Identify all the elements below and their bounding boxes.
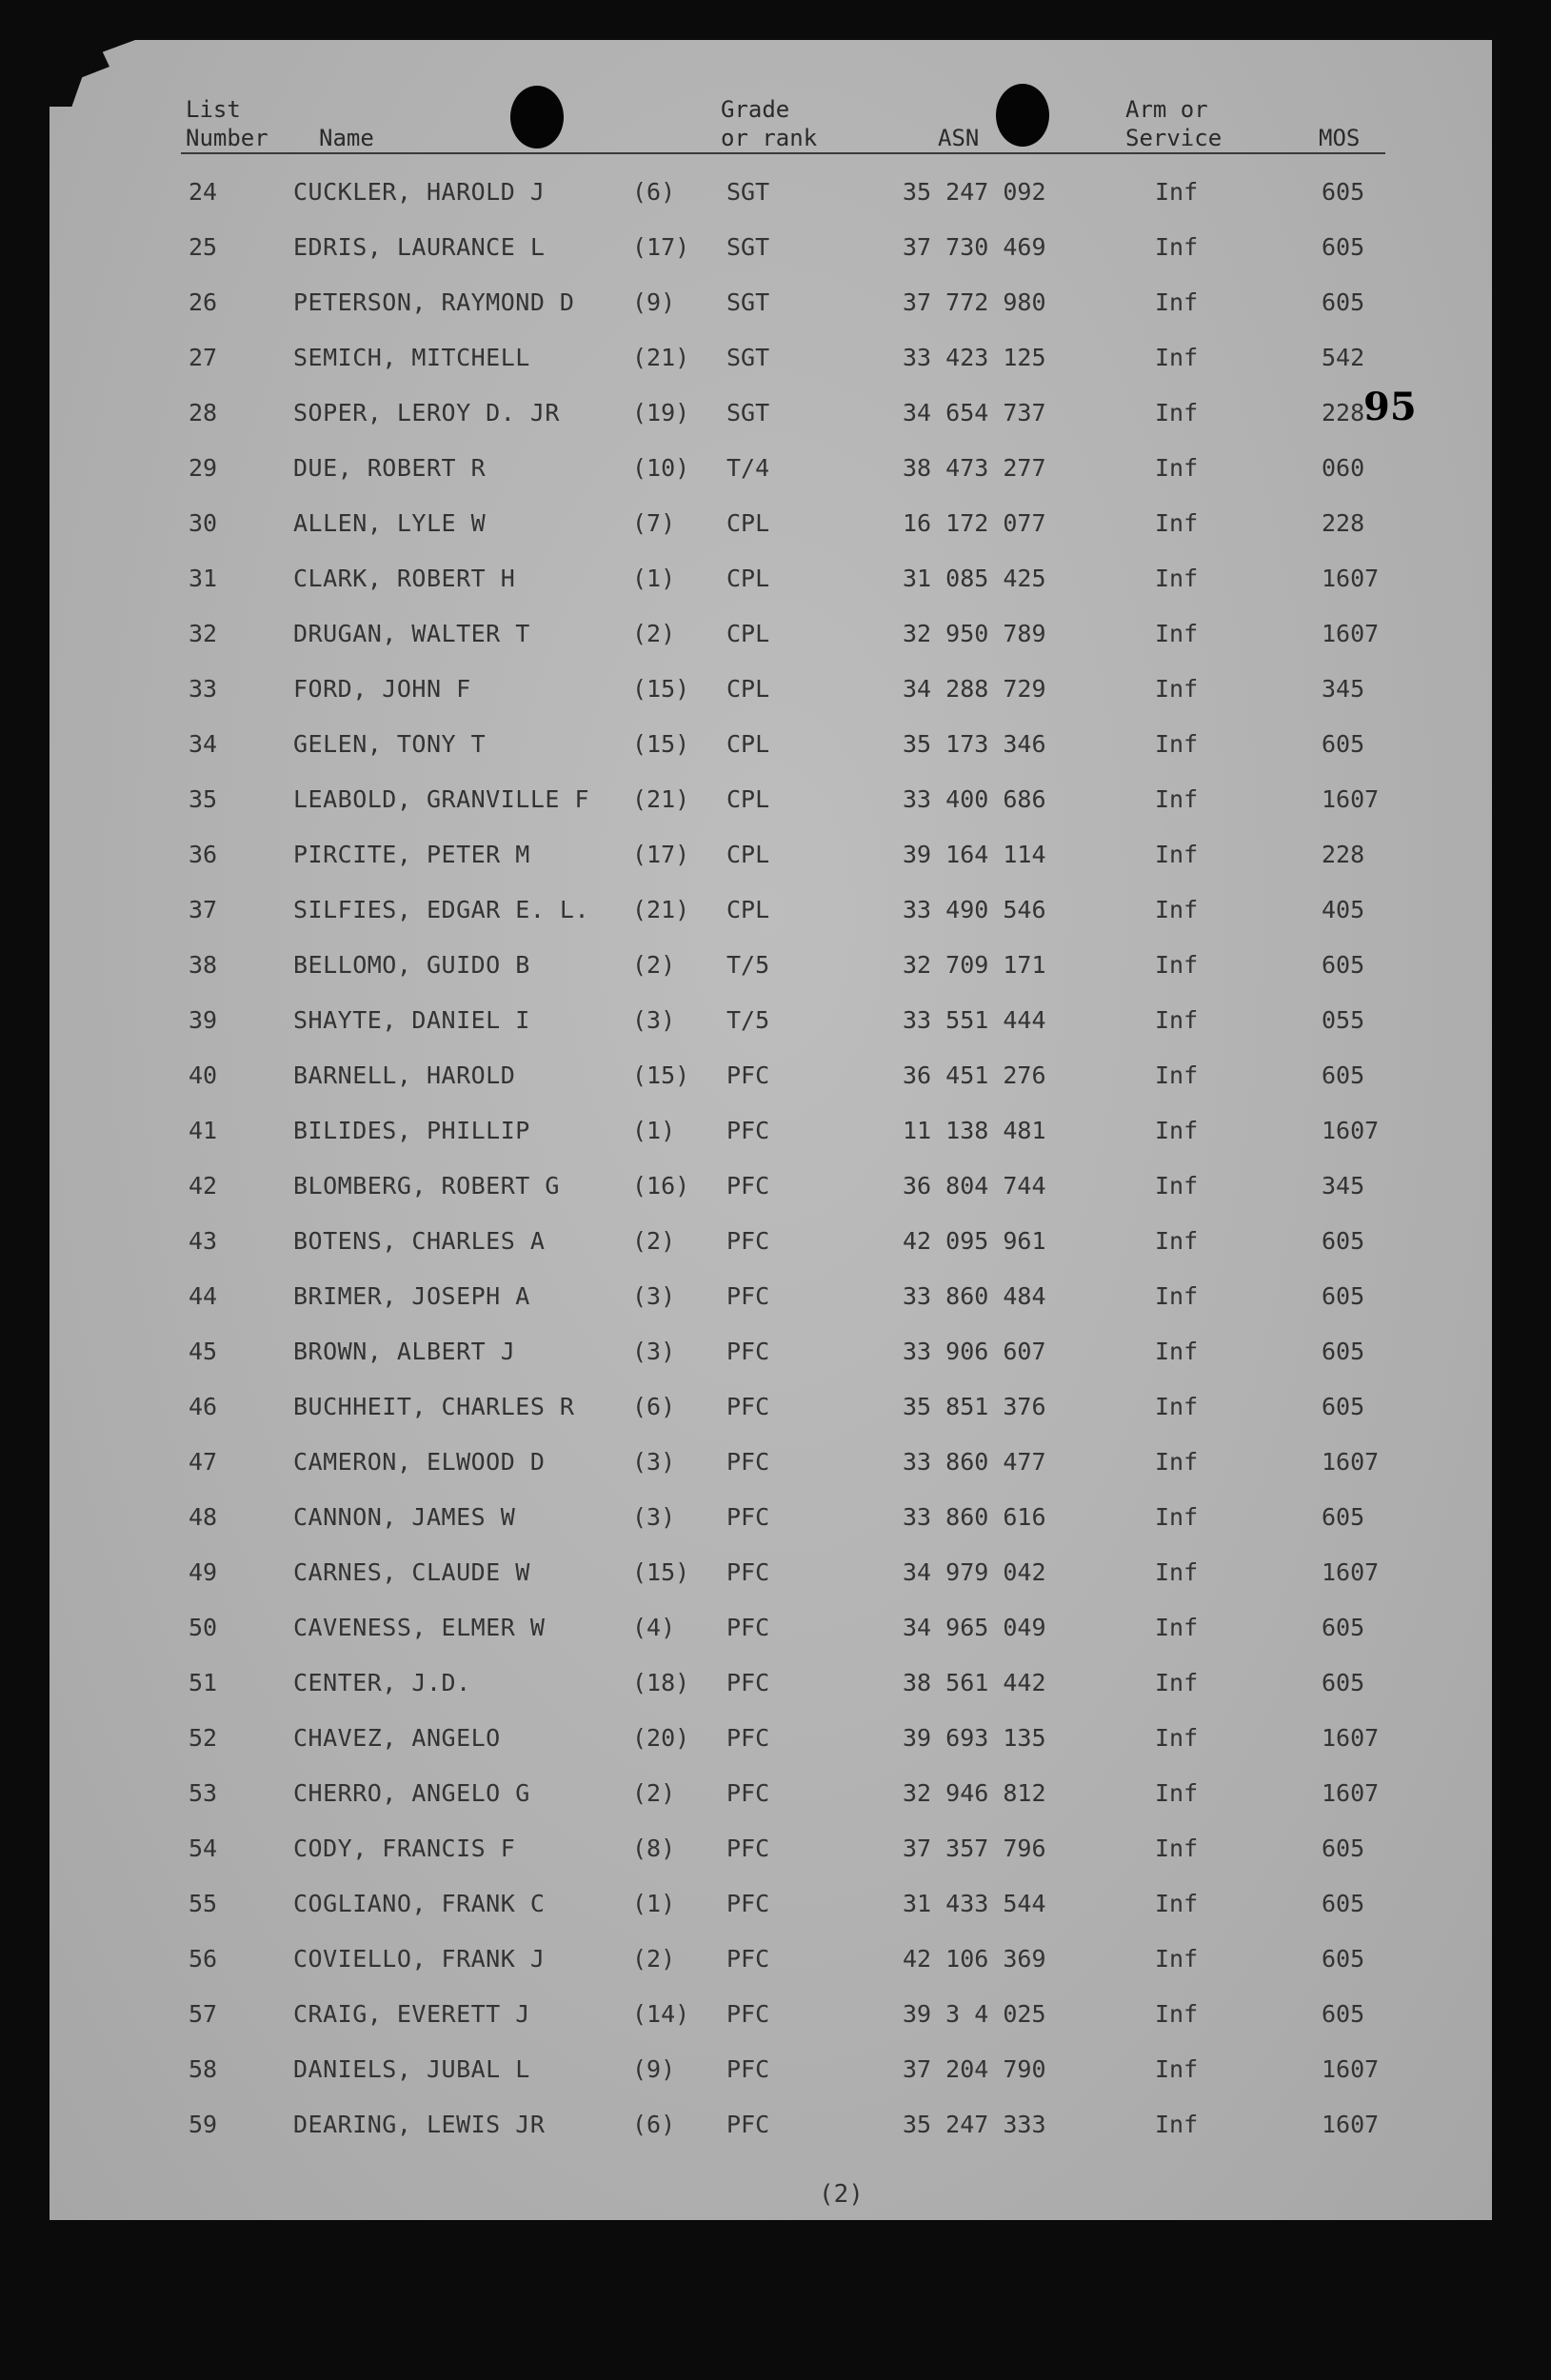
table-row bbox=[0, 173, 1551, 211]
header-asn: ASN bbox=[938, 125, 980, 151]
mos: 1607 bbox=[1322, 785, 1380, 813]
mos: 345 bbox=[1322, 675, 1365, 703]
list-number: 32 bbox=[189, 620, 218, 647]
asn: 32 946 812 bbox=[903, 1779, 1046, 1807]
list-number: 42 bbox=[189, 1172, 218, 1200]
header-list-number: List Number bbox=[186, 96, 268, 151]
list-number: 35 bbox=[189, 785, 218, 813]
list-number: 30 bbox=[189, 509, 218, 537]
arm-service: Inf bbox=[1155, 1558, 1199, 1586]
group-code: (10) bbox=[632, 454, 690, 482]
asn: 33 906 607 bbox=[903, 1338, 1046, 1365]
mos: 1607 bbox=[1322, 1448, 1380, 1476]
header-mos: MOS bbox=[1319, 125, 1361, 151]
arm-service: Inf bbox=[1155, 1006, 1199, 1034]
list-number: 48 bbox=[189, 1503, 218, 1531]
table-row bbox=[0, 1222, 1551, 1260]
asn: 36 451 276 bbox=[903, 1061, 1046, 1089]
table-row bbox=[0, 946, 1551, 984]
mos: 1607 bbox=[1322, 1117, 1380, 1144]
grade-rank: PFC bbox=[726, 1779, 770, 1807]
mos: 605 bbox=[1322, 1835, 1365, 1862]
soldier-name: BOTENS, CHARLES A bbox=[293, 1227, 546, 1255]
table-row bbox=[0, 1609, 1551, 1647]
list-number: 27 bbox=[189, 344, 218, 371]
asn: 39 164 114 bbox=[903, 841, 1046, 868]
list-number: 51 bbox=[189, 1669, 218, 1696]
list-number: 26 bbox=[189, 288, 218, 316]
list-number: 44 bbox=[189, 1282, 218, 1310]
group-code: (4) bbox=[632, 1614, 676, 1641]
group-code: (16) bbox=[632, 1172, 690, 1200]
mos: 1607 bbox=[1322, 1779, 1380, 1807]
table-row bbox=[0, 891, 1551, 929]
table-row bbox=[0, 1278, 1551, 1316]
arm-service: Inf bbox=[1155, 896, 1199, 923]
grade-rank: PFC bbox=[726, 2055, 770, 2083]
list-number: 41 bbox=[189, 1117, 218, 1144]
punch-hole-left bbox=[510, 86, 564, 149]
soldier-name: DEARING, LEWIS JR bbox=[293, 2111, 546, 2138]
arm-service: Inf bbox=[1155, 288, 1199, 316]
grade-rank: PFC bbox=[726, 1227, 770, 1255]
list-number: 43 bbox=[189, 1227, 218, 1255]
list-number: 34 bbox=[189, 730, 218, 758]
mos: 605 bbox=[1322, 1503, 1365, 1531]
table-row bbox=[0, 1940, 1551, 1978]
grade-rank: T/5 bbox=[726, 1006, 770, 1034]
grade-rank: CPL bbox=[726, 509, 770, 537]
soldier-name: DRUGAN, WALTER T bbox=[293, 620, 530, 647]
arm-service: Inf bbox=[1155, 1061, 1199, 1089]
group-code: (2) bbox=[632, 1945, 676, 1973]
header-arm-service: Arm or Service bbox=[1125, 96, 1223, 151]
list-number: 37 bbox=[189, 896, 218, 923]
table-row bbox=[0, 1554, 1551, 1592]
asn: 34 979 042 bbox=[903, 1558, 1046, 1586]
asn: 34 288 729 bbox=[903, 675, 1046, 703]
list-number: 58 bbox=[189, 2055, 218, 2083]
arm-service: Inf bbox=[1155, 1282, 1199, 1310]
soldier-name: GELEN, TONY T bbox=[293, 730, 487, 758]
soldier-name: FORD, JOHN F bbox=[293, 675, 471, 703]
group-code: (9) bbox=[632, 288, 676, 316]
grade-rank: PFC bbox=[726, 1890, 770, 1917]
table-row bbox=[0, 1885, 1551, 1923]
mos: 1607 bbox=[1322, 2055, 1380, 2083]
group-code: (3) bbox=[632, 1448, 676, 1476]
group-code: (14) bbox=[632, 2000, 690, 2028]
list-number: 57 bbox=[189, 2000, 218, 2028]
grade-rank: PFC bbox=[726, 1503, 770, 1531]
grade-rank: CPL bbox=[726, 841, 770, 868]
page-number: (2) bbox=[819, 2180, 864, 2209]
table-row bbox=[0, 1167, 1551, 1205]
arm-service: Inf bbox=[1155, 1503, 1199, 1531]
group-code: (17) bbox=[632, 841, 690, 868]
soldier-name: COGLIANO, FRANK C bbox=[293, 1890, 546, 1917]
arm-service: Inf bbox=[1155, 1393, 1199, 1420]
group-code: (7) bbox=[632, 509, 676, 537]
soldier-name: ALLEN, LYLE W bbox=[293, 509, 487, 537]
mos: 1607 bbox=[1322, 1558, 1380, 1586]
arm-service: Inf bbox=[1155, 399, 1199, 426]
table-row bbox=[0, 1830, 1551, 1868]
asn: 35 247 092 bbox=[903, 178, 1046, 206]
asn: 35 851 376 bbox=[903, 1393, 1046, 1420]
list-number: 50 bbox=[189, 1614, 218, 1641]
asn: 35 173 346 bbox=[903, 730, 1046, 758]
table-row bbox=[0, 1002, 1551, 1040]
grade-rank: PFC bbox=[726, 1614, 770, 1641]
grade-rank: PFC bbox=[726, 1061, 770, 1089]
table-row bbox=[0, 2051, 1551, 2089]
mos: 605 bbox=[1322, 1227, 1365, 1255]
asn: 32 950 789 bbox=[903, 620, 1046, 647]
grade-rank: SGT bbox=[726, 233, 770, 261]
asn: 33 860 616 bbox=[903, 1503, 1046, 1531]
mos: 1607 bbox=[1322, 620, 1380, 647]
grade-rank: CPL bbox=[726, 730, 770, 758]
arm-service: Inf bbox=[1155, 565, 1199, 592]
group-code: (2) bbox=[632, 951, 676, 979]
table-row bbox=[0, 1995, 1551, 2033]
group-code: (21) bbox=[632, 344, 690, 371]
asn: 11 138 481 bbox=[903, 1117, 1046, 1144]
list-number: 47 bbox=[189, 1448, 218, 1476]
grade-rank: PFC bbox=[726, 2111, 770, 2138]
grade-rank: CPL bbox=[726, 565, 770, 592]
soldier-name: SILFIES, EDGAR E. L. bbox=[293, 896, 590, 923]
asn: 16 172 077 bbox=[903, 509, 1046, 537]
soldier-name: SHAYTE, DANIEL I bbox=[293, 1006, 530, 1034]
table-row bbox=[0, 725, 1551, 764]
mos: 060 bbox=[1322, 454, 1365, 482]
table-row bbox=[0, 2106, 1551, 2144]
list-number: 49 bbox=[189, 1558, 218, 1586]
arm-service: Inf bbox=[1155, 785, 1199, 813]
grade-rank: PFC bbox=[726, 1724, 770, 1752]
arm-service: Inf bbox=[1155, 233, 1199, 261]
arm-service: Inf bbox=[1155, 1890, 1199, 1917]
soldier-name: CUCKLER, HAROLD J bbox=[293, 178, 546, 206]
arm-service: Inf bbox=[1155, 454, 1199, 482]
asn: 32 709 171 bbox=[903, 951, 1046, 979]
arm-service: Inf bbox=[1155, 951, 1199, 979]
list-number: 28 bbox=[189, 399, 218, 426]
list-number: 46 bbox=[189, 1393, 218, 1420]
grade-rank: PFC bbox=[726, 1558, 770, 1586]
mos: 228 bbox=[1322, 399, 1365, 426]
asn: 37 357 796 bbox=[903, 1835, 1046, 1862]
group-code: (2) bbox=[632, 620, 676, 647]
mos: 605 bbox=[1322, 1945, 1365, 1973]
asn: 38 473 277 bbox=[903, 454, 1046, 482]
asn: 33 860 484 bbox=[903, 1282, 1046, 1310]
arm-service: Inf bbox=[1155, 1614, 1199, 1641]
grade-rank: SGT bbox=[726, 288, 770, 316]
group-code: (20) bbox=[632, 1724, 690, 1752]
soldier-name: BUCHHEIT, CHARLES R bbox=[293, 1393, 575, 1420]
soldier-name: CODY, FRANCIS F bbox=[293, 1835, 516, 1862]
list-number: 54 bbox=[189, 1835, 218, 1862]
group-code: (1) bbox=[632, 1890, 676, 1917]
asn: 33 860 477 bbox=[903, 1448, 1046, 1476]
table-row bbox=[0, 449, 1551, 487]
grade-rank: PFC bbox=[726, 1835, 770, 1862]
arm-service: Inf bbox=[1155, 1779, 1199, 1807]
soldier-name: CRAIG, EVERETT J bbox=[293, 2000, 530, 2028]
soldier-name: BROWN, ALBERT J bbox=[293, 1338, 516, 1365]
list-number: 38 bbox=[189, 951, 218, 979]
grade-rank: PFC bbox=[726, 1338, 770, 1365]
table-row bbox=[0, 505, 1551, 543]
arm-service: Inf bbox=[1155, 509, 1199, 537]
grade-rank: PFC bbox=[726, 1393, 770, 1420]
arm-service: Inf bbox=[1155, 1172, 1199, 1200]
soldier-name: SEMICH, MITCHELL bbox=[293, 344, 530, 371]
grade-rank: T/4 bbox=[726, 454, 770, 482]
list-number: 24 bbox=[189, 178, 218, 206]
grade-rank: PFC bbox=[726, 1172, 770, 1200]
grade-rank: CPL bbox=[726, 675, 770, 703]
soldier-name: CARNES, CLAUDE W bbox=[293, 1558, 530, 1586]
arm-service: Inf bbox=[1155, 1448, 1199, 1476]
soldier-name: SOPER, LEROY D. JR bbox=[293, 399, 560, 426]
grade-rank: CPL bbox=[726, 896, 770, 923]
list-number: 39 bbox=[189, 1006, 218, 1034]
table-row bbox=[0, 228, 1551, 267]
list-number: 59 bbox=[189, 2111, 218, 2138]
arm-service: Inf bbox=[1155, 2000, 1199, 2028]
arm-service: Inf bbox=[1155, 841, 1199, 868]
group-code: (21) bbox=[632, 896, 690, 923]
group-code: (2) bbox=[632, 1227, 676, 1255]
grade-rank: SGT bbox=[726, 178, 770, 206]
asn: 42 106 369 bbox=[903, 1945, 1046, 1973]
table-row bbox=[0, 1719, 1551, 1757]
grade-rank: PFC bbox=[726, 1669, 770, 1696]
list-number: 52 bbox=[189, 1724, 218, 1752]
soldier-name: COVIELLO, FRANK J bbox=[293, 1945, 546, 1973]
group-code: (1) bbox=[632, 1117, 676, 1144]
group-code: (3) bbox=[632, 1503, 676, 1531]
list-number: 55 bbox=[189, 1890, 218, 1917]
asn: 35 247 333 bbox=[903, 2111, 1046, 2138]
group-code: (3) bbox=[632, 1338, 676, 1365]
arm-service: Inf bbox=[1155, 1724, 1199, 1752]
mos: 228 bbox=[1322, 841, 1365, 868]
arm-service: Inf bbox=[1155, 1835, 1199, 1862]
asn: 37 730 469 bbox=[903, 233, 1046, 261]
arm-service: Inf bbox=[1155, 730, 1199, 758]
soldier-name: CANNON, JAMES W bbox=[293, 1503, 516, 1531]
mos: 345 bbox=[1322, 1172, 1365, 1200]
grade-rank: SGT bbox=[726, 344, 770, 371]
table-row bbox=[0, 394, 1551, 432]
table-row bbox=[0, 560, 1551, 598]
arm-service: Inf bbox=[1155, 2055, 1199, 2083]
grade-rank: SGT bbox=[726, 399, 770, 426]
mos: 605 bbox=[1322, 178, 1365, 206]
soldier-name: CAVENESS, ELMER W bbox=[293, 1614, 546, 1641]
table-row bbox=[0, 1057, 1551, 1095]
group-code: (15) bbox=[632, 1061, 690, 1089]
table-row bbox=[0, 615, 1551, 653]
asn: 39 3 4 025 bbox=[903, 2000, 1046, 2028]
group-code: (2) bbox=[632, 1779, 676, 1807]
header-rule bbox=[181, 152, 1385, 154]
mos: 405 bbox=[1322, 896, 1365, 923]
table-row bbox=[0, 1664, 1551, 1702]
table-row bbox=[0, 1443, 1551, 1481]
asn: 36 804 744 bbox=[903, 1172, 1046, 1200]
arm-service: Inf bbox=[1155, 1117, 1199, 1144]
group-code: (3) bbox=[632, 1282, 676, 1310]
arm-service: Inf bbox=[1155, 620, 1199, 647]
group-code: (9) bbox=[632, 2055, 676, 2083]
list-number: 33 bbox=[189, 675, 218, 703]
arm-service: Inf bbox=[1155, 344, 1199, 371]
table-row bbox=[0, 1388, 1551, 1426]
table-row bbox=[0, 670, 1551, 708]
arm-service: Inf bbox=[1155, 178, 1199, 206]
list-number: 29 bbox=[189, 454, 218, 482]
mos: 605 bbox=[1322, 1614, 1365, 1641]
table-row bbox=[0, 339, 1551, 377]
arm-service: Inf bbox=[1155, 1227, 1199, 1255]
soldier-name: EDRIS, LAURANCE L bbox=[293, 233, 546, 261]
group-code: (6) bbox=[632, 1393, 676, 1420]
mos: 605 bbox=[1322, 233, 1365, 261]
group-code: (21) bbox=[632, 785, 690, 813]
grade-rank: T/5 bbox=[726, 951, 770, 979]
soldier-name: BRIMER, JOSEPH A bbox=[293, 1282, 530, 1310]
list-number: 40 bbox=[189, 1061, 218, 1089]
arm-service: Inf bbox=[1155, 1338, 1199, 1365]
soldier-name: CAMERON, ELWOOD D bbox=[293, 1448, 546, 1476]
list-number: 36 bbox=[189, 841, 218, 868]
mos: 605 bbox=[1322, 1669, 1365, 1696]
mos: 542 bbox=[1322, 344, 1365, 371]
header-grade: Grade or rank bbox=[721, 96, 818, 151]
mos: 605 bbox=[1322, 288, 1365, 316]
group-code: (6) bbox=[632, 2111, 676, 2138]
table-row bbox=[0, 781, 1551, 819]
soldier-name: CENTER, J.D. bbox=[293, 1669, 471, 1696]
asn: 37 772 980 bbox=[903, 288, 1046, 316]
soldier-name: CLARK, ROBERT H bbox=[293, 565, 516, 592]
asn: 38 561 442 bbox=[903, 1669, 1046, 1696]
table-row bbox=[0, 1333, 1551, 1371]
group-code: (1) bbox=[632, 565, 676, 592]
group-code: (17) bbox=[632, 233, 690, 261]
mos: 1607 bbox=[1322, 1724, 1380, 1752]
group-code: (15) bbox=[632, 730, 690, 758]
mos: 605 bbox=[1322, 1282, 1365, 1310]
page-stamp: 95 bbox=[1363, 385, 1417, 429]
group-code: (19) bbox=[632, 399, 690, 426]
soldier-name: CHERRO, ANGELO G bbox=[293, 1779, 530, 1807]
arm-service: Inf bbox=[1155, 1669, 1199, 1696]
arm-service: Inf bbox=[1155, 675, 1199, 703]
mos: 605 bbox=[1322, 2000, 1365, 2028]
table-row bbox=[0, 1775, 1551, 1813]
mos: 605 bbox=[1322, 1338, 1365, 1365]
grade-rank: PFC bbox=[726, 2000, 770, 2028]
mos: 228 bbox=[1322, 509, 1365, 537]
grade-rank: CPL bbox=[726, 785, 770, 813]
table-row bbox=[0, 1112, 1551, 1150]
soldier-name: BLOMBERG, ROBERT G bbox=[293, 1172, 560, 1200]
arm-service: Inf bbox=[1155, 2111, 1199, 2138]
list-number: 31 bbox=[189, 565, 218, 592]
table-row bbox=[0, 836, 1551, 874]
asn: 39 693 135 bbox=[903, 1724, 1046, 1752]
group-code: (8) bbox=[632, 1835, 676, 1862]
grade-rank: CPL bbox=[726, 620, 770, 647]
soldier-name: PETERSON, RAYMOND D bbox=[293, 288, 575, 316]
mos: 605 bbox=[1322, 1890, 1365, 1917]
table-row bbox=[0, 284, 1551, 322]
mos: 1607 bbox=[1322, 2111, 1380, 2138]
asn: 33 423 125 bbox=[903, 344, 1046, 371]
punch-hole-right bbox=[996, 84, 1049, 147]
asn: 31 085 425 bbox=[903, 565, 1046, 592]
asn: 34 654 737 bbox=[903, 399, 1046, 426]
soldier-name: BELLOMO, GUIDO B bbox=[293, 951, 530, 979]
soldier-name: DUE, ROBERT R bbox=[293, 454, 487, 482]
asn: 37 204 790 bbox=[903, 2055, 1046, 2083]
soldier-name: PIRCITE, PETER M bbox=[293, 841, 530, 868]
group-code: (15) bbox=[632, 675, 690, 703]
mos: 605 bbox=[1322, 1393, 1365, 1420]
soldier-name: LEABOLD, GRANVILLE F bbox=[293, 785, 590, 813]
group-code: (6) bbox=[632, 178, 676, 206]
soldier-name: CHAVEZ, ANGELO bbox=[293, 1724, 501, 1752]
asn: 33 490 546 bbox=[903, 896, 1046, 923]
list-number: 25 bbox=[189, 233, 218, 261]
mos: 1607 bbox=[1322, 565, 1380, 592]
soldier-name: BARNELL, HAROLD bbox=[293, 1061, 516, 1089]
soldier-name: DANIELS, JUBAL L bbox=[293, 2055, 530, 2083]
mos: 605 bbox=[1322, 951, 1365, 979]
grade-rank: PFC bbox=[726, 1945, 770, 1973]
grade-rank: PFC bbox=[726, 1117, 770, 1144]
table-row bbox=[0, 1498, 1551, 1537]
group-code: (18) bbox=[632, 1669, 690, 1696]
asn: 33 551 444 bbox=[903, 1006, 1046, 1034]
group-code: (3) bbox=[632, 1006, 676, 1034]
asn: 31 433 544 bbox=[903, 1890, 1046, 1917]
soldier-name: BILIDES, PHILLIP bbox=[293, 1117, 530, 1144]
asn: 42 095 961 bbox=[903, 1227, 1046, 1255]
list-number: 45 bbox=[189, 1338, 218, 1365]
list-number: 56 bbox=[189, 1945, 218, 1973]
grade-rank: PFC bbox=[726, 1448, 770, 1476]
arm-service: Inf bbox=[1155, 1945, 1199, 1973]
group-code: (15) bbox=[632, 1558, 690, 1586]
asn: 33 400 686 bbox=[903, 785, 1046, 813]
asn: 34 965 049 bbox=[903, 1614, 1046, 1641]
header-name: Name bbox=[319, 125, 374, 151]
mos: 605 bbox=[1322, 1061, 1365, 1089]
mos: 605 bbox=[1322, 730, 1365, 758]
grade-rank: PFC bbox=[726, 1282, 770, 1310]
list-number: 53 bbox=[189, 1779, 218, 1807]
mos: 055 bbox=[1322, 1006, 1365, 1034]
